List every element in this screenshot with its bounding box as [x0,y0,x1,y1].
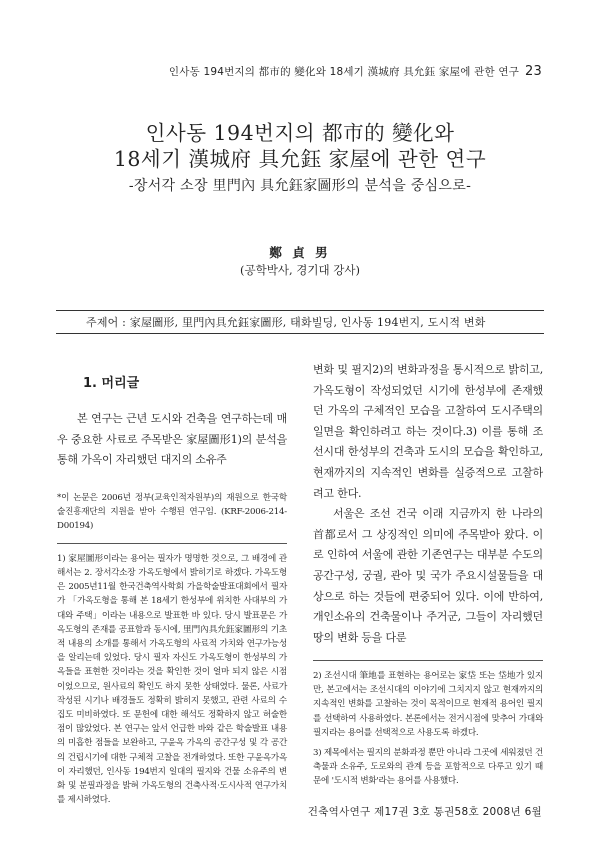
title-line-2: 18세기 漢城府 具允鈺 家屋에 관한 연구 [113,147,487,171]
running-title: 인사동 194번지의 都市的 變化와 18세기 漢城府 具允鈺 家屋에 관한 연구 [168,66,520,78]
right-column [313,360,543,648]
right-paragraph-1: 변화 및 필지2)의 변화과정을 통시적으로 밝히고, 가옥도형이 작성되었던 시기에 한성부에 존재했던 가옥의 구체적인 모습을 고찰하여 도시주택의 일면을 확인하려고 하는 것이다.3) 이를 통해 조선시대 한성부의 건축과 도시의 모습을 확인하고, 현재까지의 지속적인 변화를 실증적으로 고찰하려고 한다. [313,363,543,500]
title-block [0,120,600,195]
page-number: 23 [525,64,542,79]
footnote-2: 2) 조선시대 筆地를 표현하는 용어로는 家垈 또는 垈地가 있지만, 본고에서는 조선시대의 이야기에 그치지지 않고 현재까지의 지속적인 변화를 고찰하는 것이 목적이므로 현재적 용어인 필지를 선택하여 사용하였다. 본론에서는 전거시점에 맞추어 가대와 필지라는 용어를 선택적으로 사용도록 하겠다. [313,671,543,738]
footnote-1: 1) 家屋圖形이라는 용어는 필자가 명명한 것으로, 그 배경에 관해서는 2. 장서각소장 가옥도형에서 밝히기로 하겠다. 가옥도형은 2005년11월 한국건축역사학회 가을학술발표대회에서 필자가 「가옥도형을 통해 본 18세기 한성부에 위치한 사대부의 가대와 주택」이라는 내용으로 발표한 바 있다. 당시 발표문은 가옥도형의 존재를 공표함과 동시에, 里門內具允鈺家圖形의 기초적 내용의 소개를 통해서 가옥도형의 사료적 가치와 연구가능성을 알리는데 있었다. 당시 필자 자신도 가옥도형이 한성부의 가옥들을 표현한 것이라는 것을 확인한 것이 얼마 되지 않은 시점이었으므로, 원사료의 확인도 하지 못한 상태였다. 물론, 사료가 작성된 시기나 배경들도 정확히 밝히지 못했고, 관련 사료의 수집도 미비하였다. 또 문헌에 대한 해석도 정확하지 않고 허술한 점이 많았었다. 본 연구는 앞서 언급한 바와 같은 학술발표 내용의 미흡한 점들을 보완하고, 구윤옥 가옥의 공간구성 및 각 공간의 건립시기에 대한 구체적 고찰을 전개하였다. 또한 구윤옥가옥이 자리했던, 인사동 194번지 일대의 필지와 건물 소유주의 변화 및 분필과정을 밝혀 가옥도형의 건축사적·도시사적 연구가치를 제시하였다. [57,553,287,806]
footnote-divider-right [313,660,543,661]
running-header [0,64,542,79]
acknowledgement: *이 논문은 2006년 정부(교육인적자원부)의 재원으로 한국학술진흥재단의 지원을 받아 수행된 연구임. (KRF-2006-214-D00194) [57,492,287,531]
footnote-3: 3) 제목에서는 필지의 분화과정 뿐만 아니라 그곳에 세워졌던 건축물과 소유주, 도로와의 관계 등을 포함적으로 다루고 있기 때문에 '도시적 변화'라는 용어를 사용했다. [313,748,543,787]
author-affiliation: (공학박사, 경기대 강사) [240,263,360,277]
left-column [57,360,287,807]
subtitle: -장서각 소장 里門內 具允鈺家圖形의 분석을 중심으로- [128,178,472,194]
author-name: 鄭 貞 男 [269,245,331,260]
footnote-divider [57,543,287,544]
keywords-label: 주제어 : [86,316,127,329]
right-footnotes [313,650,543,789]
journal-footer: 건축역사연구 제17권 3호 통권58호 2008년 6월 [307,806,542,818]
intro-paragraph: 본 연구는 근년 도시와 건축을 연구하는데 매우 중요한 사료로 주목받은 家屋圖形1)의 분석을 통해 가옥이 자리했던 대지의 소유주 [57,412,287,467]
section-heading: 1. 머리글 [83,376,140,391]
keywords-box [56,310,544,334]
keywords-items: 家屋圖形, 里門內具允鈺家圖形, 태화빌딩, 인사동 194번지, 도시적 변화 [129,316,486,329]
title-line-1: 인사동 194번지의 都市的 變化와 [145,121,455,145]
right-paragraph-2: 서울은 조선 건국 이래 지금까지 한 나라의 首都로서 그 상징적인 의미에 주목받아 왔다. 이로 인하여 서울에 관한 기존연구는 대부분 수도의 공간구성, 궁궐, 관아 및 국가 주요시설물들을 대상으로 하는 것들에 편중되어 있다. 이에 반하여, 개인소유의 건축물이나 주거군, 그들이 자리했던 땅의 변화 등을 다룬 [313,507,543,644]
